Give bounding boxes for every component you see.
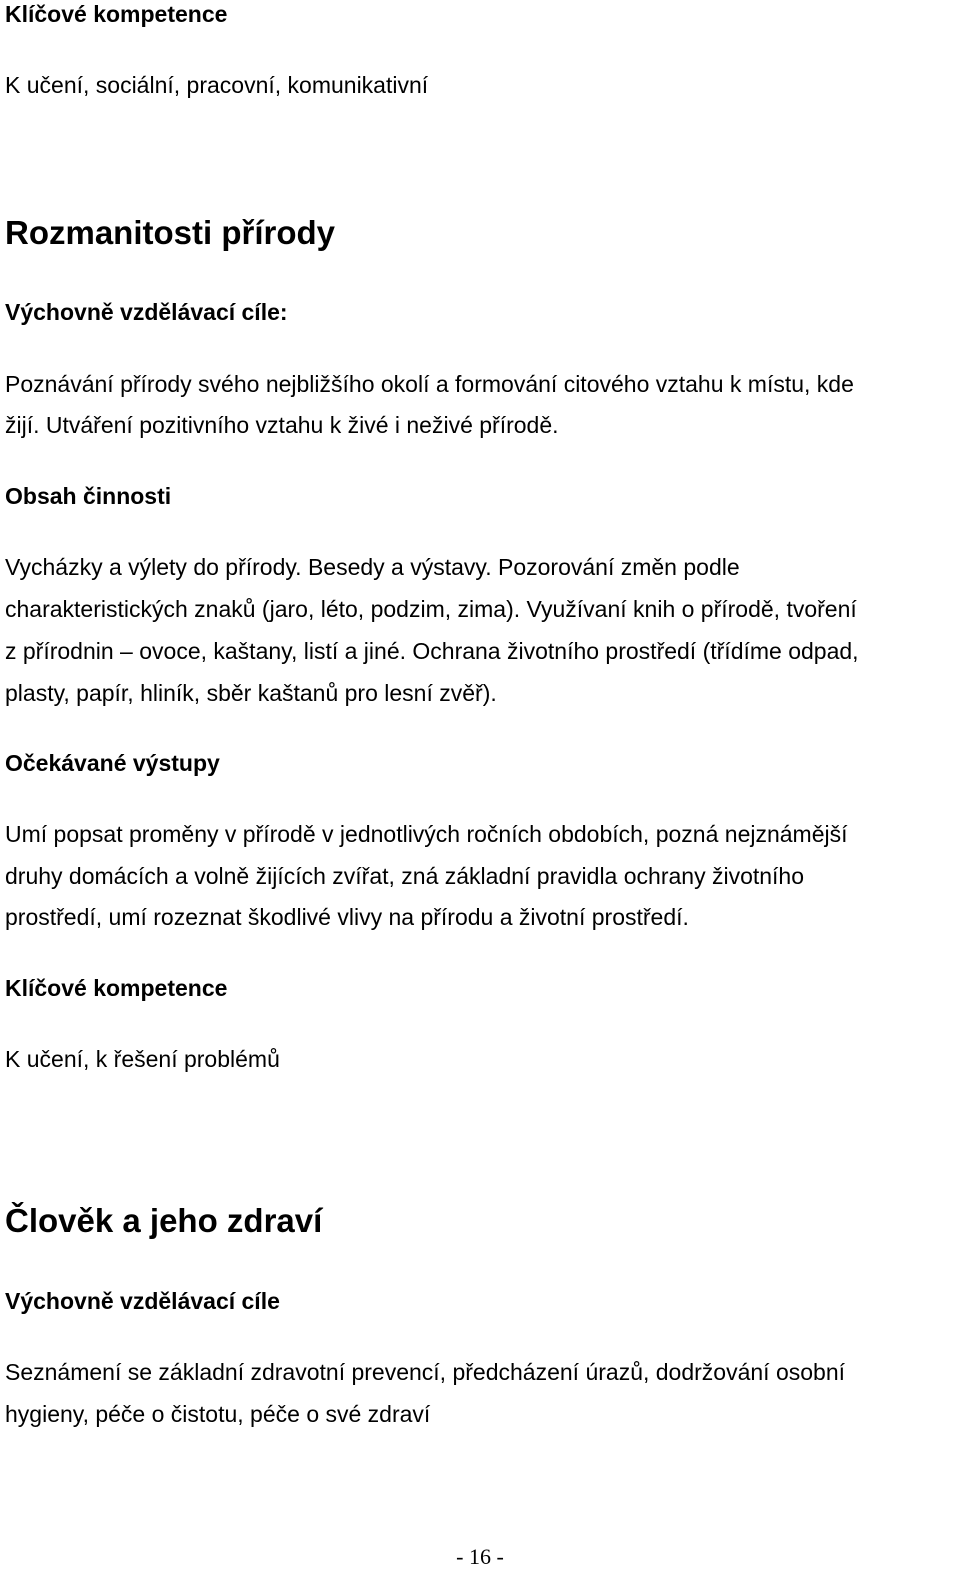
section-title-nature: Rozmanitosti přírody <box>5 214 336 251</box>
goals-heading-health: Výchovně vzdělávací cíle <box>5 1288 280 1314</box>
outputs-heading: Očekávané výstupy <box>5 750 220 776</box>
competences-heading-prev: Klíčové kompetence <box>5 1 228 27</box>
content-heading: Obsah činnosti <box>5 483 172 509</box>
content-line: charakteristických znaků (jaro, léto, podzim, zima). Využívaní knih o přírodě, tvoření <box>5 596 857 622</box>
competences-heading-nature: Klíčové kompetence <box>5 975 228 1001</box>
outputs-line: druhy domácích a volně žijících zvířat, zná základní pravidla ochrany životního <box>5 863 805 889</box>
goals-heading-nature: Výchovně vzdělávací cíle: <box>5 299 288 325</box>
section-title-health: Člověk a jeho zdraví <box>5 1202 323 1239</box>
content-line: Vycházky a výlety do přírody. Besedy a výstavy. Pozorování změn podle <box>5 554 740 580</box>
competences-text-prev: K učení, sociální, pracovní, komunikativní <box>5 72 429 98</box>
content-line: z přírodnin – ovoce, kaštany, listí a jiné. Ochrana životního prostředí (třídíme odpad, <box>5 638 859 664</box>
goals-line: hygieny, péče o čistotu, péče o své zdraví <box>5 1401 431 1427</box>
page-number: - 16 - <box>456 1544 504 1569</box>
goals-line: žijí. Utváření pozitivního vztahu k živé i neživé přírodě. <box>5 412 559 438</box>
competences-text-nature: K učení, k řešení problémů <box>5 1046 280 1072</box>
goals-line: Seznámení se základní zdravotní prevencí, předcházení úrazů, dodržování osobní <box>5 1359 846 1385</box>
outputs-line: Umí popsat proměny v přírodě v jednotlivých ročních obdobích, pozná nejznámější <box>5 821 848 847</box>
goals-line: Poznávání přírody svého nejbližšího okolí a formování citového vztahu k místu, kde <box>5 371 854 397</box>
content-line: plasty, papír, hliník, sběr kaštanů pro lesní zvěř). <box>5 680 497 706</box>
outputs-line: prostředí, umí rozeznat škodlivé vlivy na přírodu a životní prostředí. <box>5 904 689 930</box>
